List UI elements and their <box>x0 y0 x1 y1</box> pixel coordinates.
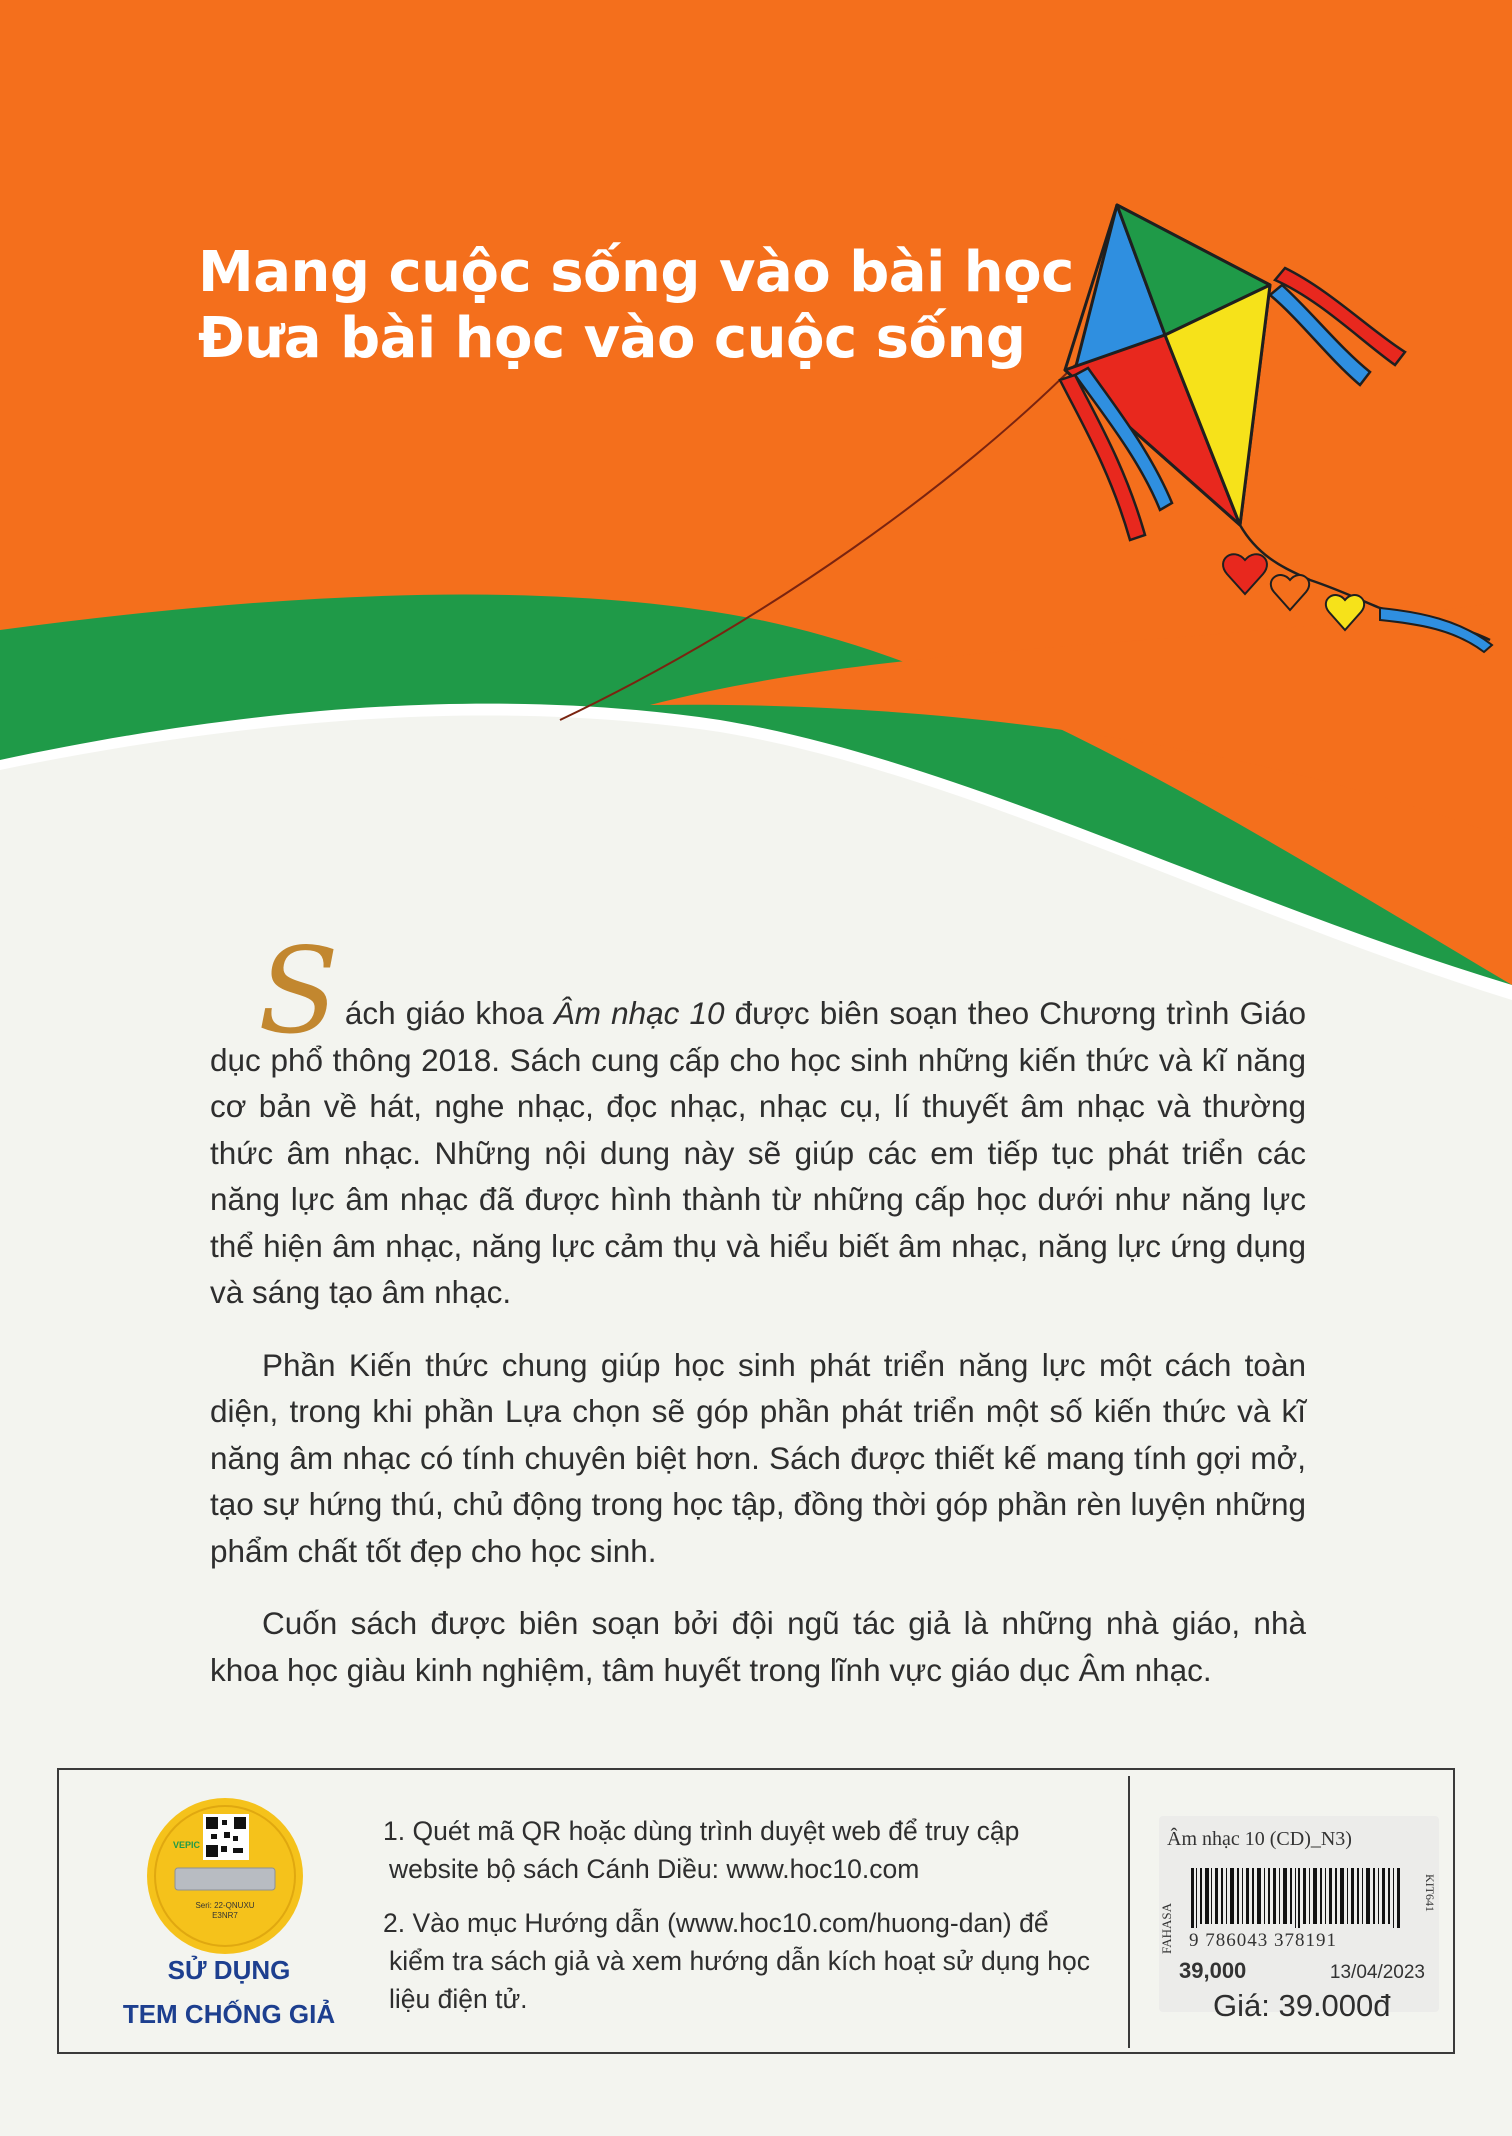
dropcap: S <box>258 922 339 1060</box>
slogan-line-1: Mang cuộc sống vào bài học <box>198 240 1074 305</box>
printed-price: Giá: 39.000đ <box>1213 1988 1391 2023</box>
instruction-1: 1. Quét mã QR hoặc dùng trình duyệt web để truy cập website bộ sách Cánh Diều: www.hoc10.com <box>383 1816 1020 1884</box>
qr-code-icon <box>203 1814 249 1860</box>
sticker-vendor: FAHASA <box>1159 1902 1174 1954</box>
barcode-digits: 9 786043 378191 <box>1189 1930 1337 1951</box>
sticker-title: Âm nhạc 10 (CD)_N3) <box>1167 1828 1352 1850</box>
barcode-icon <box>1191 1868 1403 1928</box>
cover-artwork <box>0 0 1512 1000</box>
stamp-serial-2: E3NR7 <box>212 1911 238 1920</box>
slogan <box>198 240 1074 372</box>
stamp-caption-line-2: TEM CHỐNG GIẢ <box>122 1999 336 2029</box>
price-sticker <box>1159 1816 1439 2012</box>
sticker-code: KIT641 <box>1423 1874 1437 1912</box>
description-paragraph-1: Sách giáo khoa Âm nhạc 10 được biên soạn theo Chương trình Giáo dục phổ thông 2018. Sách cung cấp cho học sinh những kiến thức và kĩ năng cơ bản về hát, nghe nhạc, đọc nhạc, nhạc cụ, lí thuyết âm nhạc và thường thức âm nhạc. Những nội dung này sẽ giúp các em tiếp tục phát triển các năng lực âm nhạc đã được hình thành từ những cấp học dưới như năng lực thể hiện âm nhạc, năng lực cảm thụ và hiểu biết âm nhạc, năng lực ứng dụng và sáng tạo âm nhạc. <box>210 922 1307 1310</box>
instruction-2: 2. Vào mục Hướng dẫn (www.hoc10.com/huong-dan) để kiểm tra sách giả và xem hướng dẫn kích hoạt sử dụng học liệu điện tử. <box>383 1908 1091 2014</box>
book-title: Âm nhạc 10 <box>553 995 725 1031</box>
stamp-caption-line-1: SỬ DỤNG <box>167 1955 291 1985</box>
anti-counterfeit-stamp <box>145 1796 305 1956</box>
stamp-caption <box>79 1948 379 2036</box>
sticker-price: 39,000 <box>1179 1958 1247 1983</box>
stamp-serial-1: Seri: 22-QNUXU <box>195 1901 255 1910</box>
book-description <box>210 922 1307 1719</box>
box-divider <box>1128 1776 1130 2048</box>
sticker-date: 13/04/2023 <box>1329 1962 1425 1983</box>
info-box <box>57 1768 1455 2054</box>
activation-instructions <box>383 1812 1109 2034</box>
description-paragraph-3: Cuốn sách được biên soạn bởi đội ngũ tác giả là những nhà giáo, nhà khoa học giàu kinh nghiệm, tâm huyết trong lĩnh vực giáo dục Âm nhạc. <box>210 1605 1306 1688</box>
stamp-brand: VEPIC <box>173 1840 201 1850</box>
description-paragraph-2: Phần Kiến thức chung giúp học sinh phát triển năng lực một cách toàn diện, trong khi phần Lựa chọn sẽ góp phần phát triển một số kiến thức và kĩ năng âm nhạc có tính chuyên biệt hơn. Sách được thiết kế mang tính gợi mở, tạo sự hứng thú, chủ động trong học tập, đồng thời góp phần rèn luyện những phẩm chất tốt đẹp cho học sinh. <box>210 1346 1306 1569</box>
slogan-line-2: Đưa bài học vào cuộc sống <box>198 306 1026 371</box>
